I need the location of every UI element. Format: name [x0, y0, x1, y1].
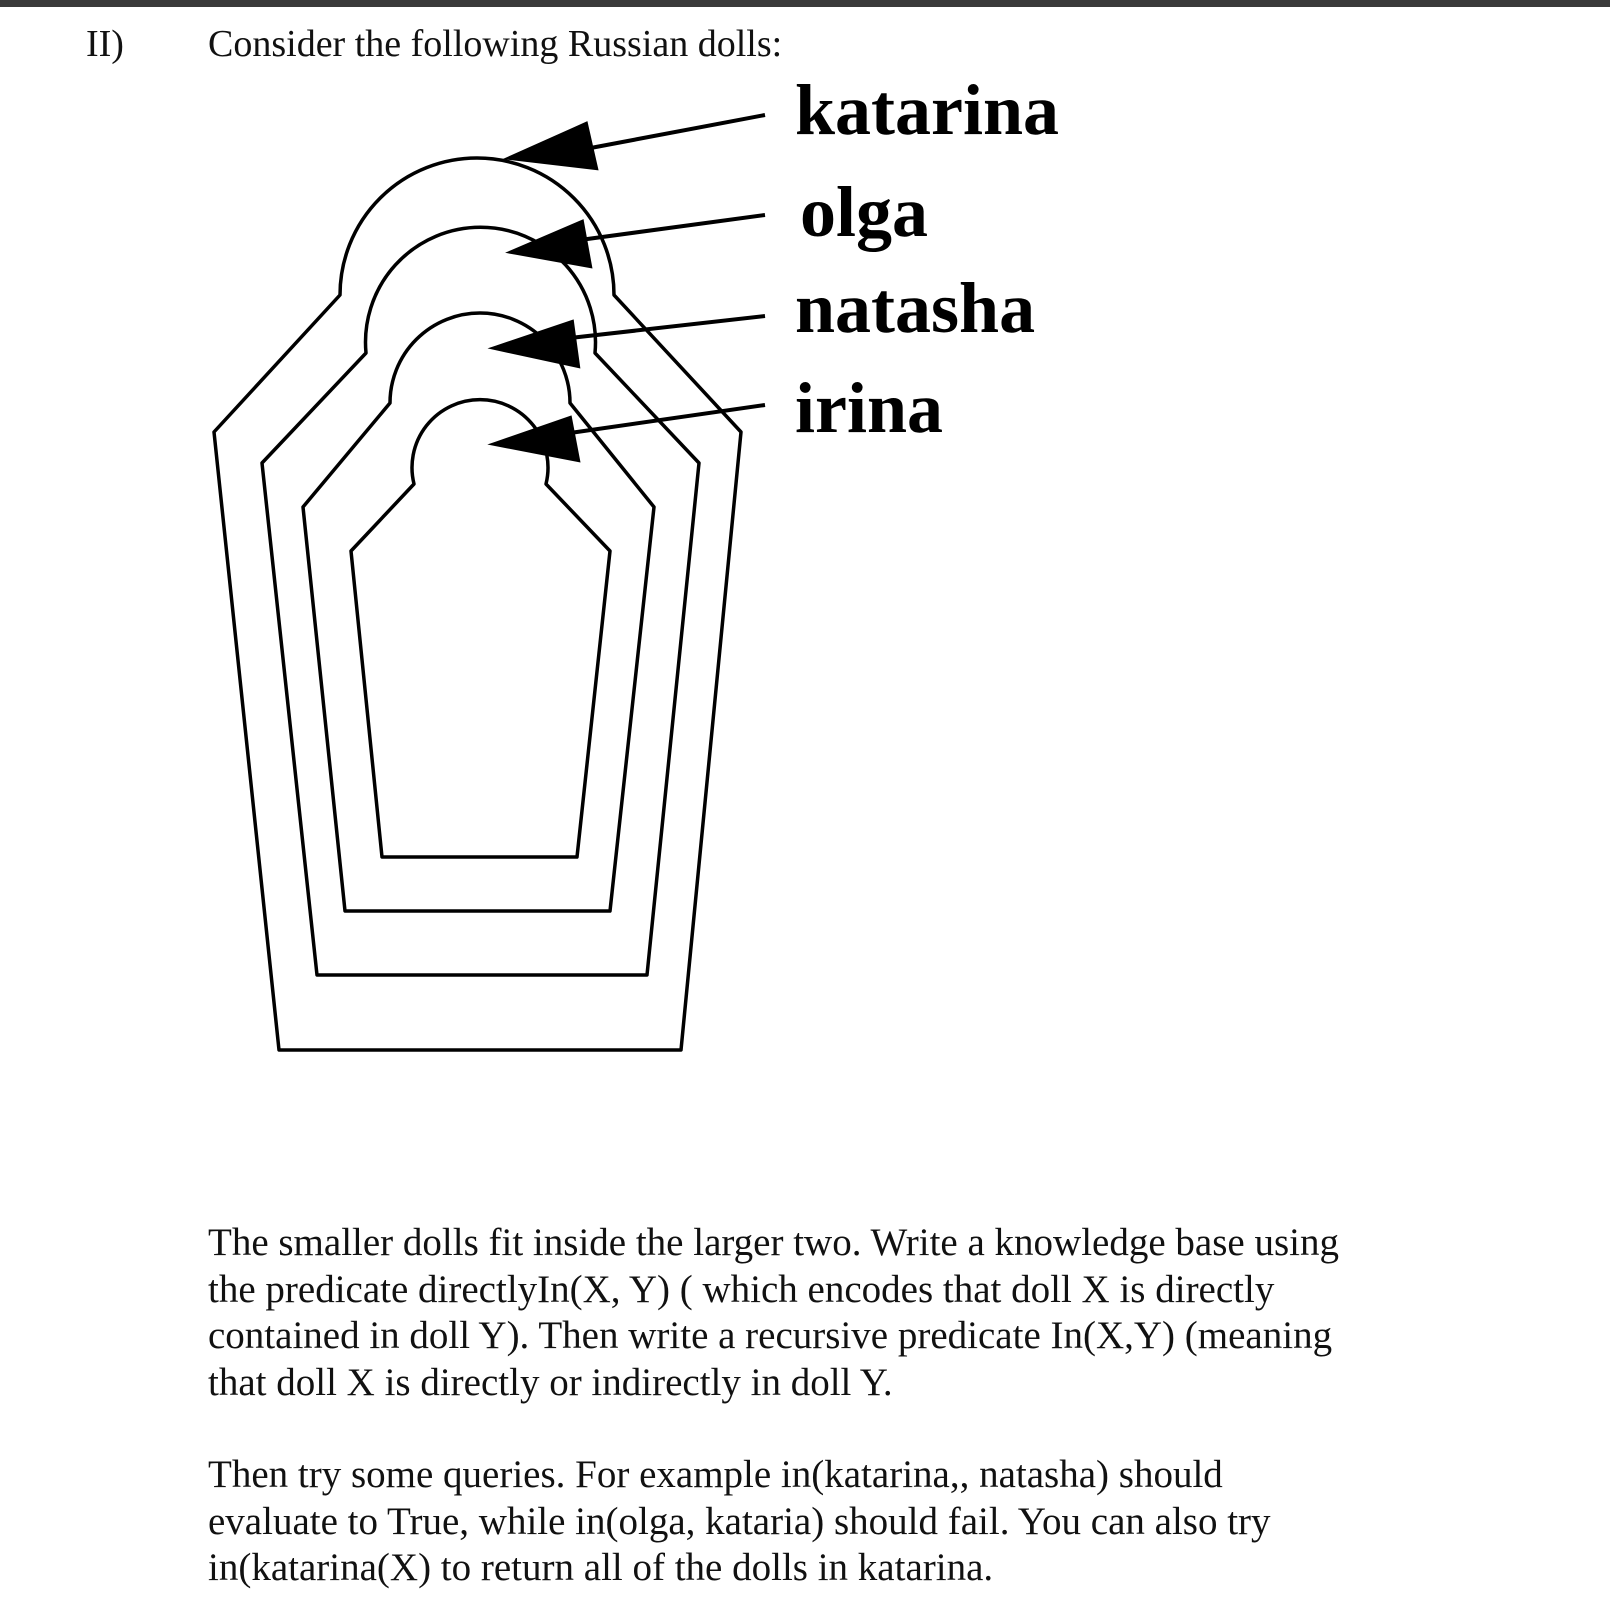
- doll-outline-katarina: [214, 158, 741, 1050]
- doll-outline-olga: [262, 227, 699, 975]
- arrowhead-irina: [495, 418, 578, 460]
- arrow-katarina: [580, 115, 765, 150]
- question-number: II): [86, 23, 124, 65]
- arrowhead-olga: [512, 222, 590, 266]
- doll-label-olga: olga: [800, 172, 929, 252]
- doll-label-katarina: katarina: [795, 70, 1060, 150]
- question-intro: Consider the following Russian dolls:: [208, 23, 783, 65]
- doll-label-natasha: natasha: [795, 268, 1036, 348]
- arrow-natasha: [570, 316, 765, 338]
- instructions-paragraph: The smaller dolls fit inside the larger two. Write a knowledge base using the predicate directlyIn(X, Y) ( which encodes that doll X is directly contained in doll Y). Then write a recursive predicate In(X,Y) (meaning that doll X is directly or indirectly in doll Y.: [208, 1221, 1339, 1404]
- arrowhead-katarina: [510, 124, 596, 168]
- doll-label-irina: irina: [795, 368, 944, 448]
- doll-outline-irina: [351, 400, 610, 857]
- arrowhead-natasha: [495, 322, 578, 366]
- arrow-olga: [580, 215, 765, 240]
- queries-paragraph: Then try some queries. For example in(katarina,, natasha) should evaluate to True, while in(olga, kataria) should fail. You can also try in(katarina(X) to return all of the dolls in katarina.: [208, 1453, 1271, 1589]
